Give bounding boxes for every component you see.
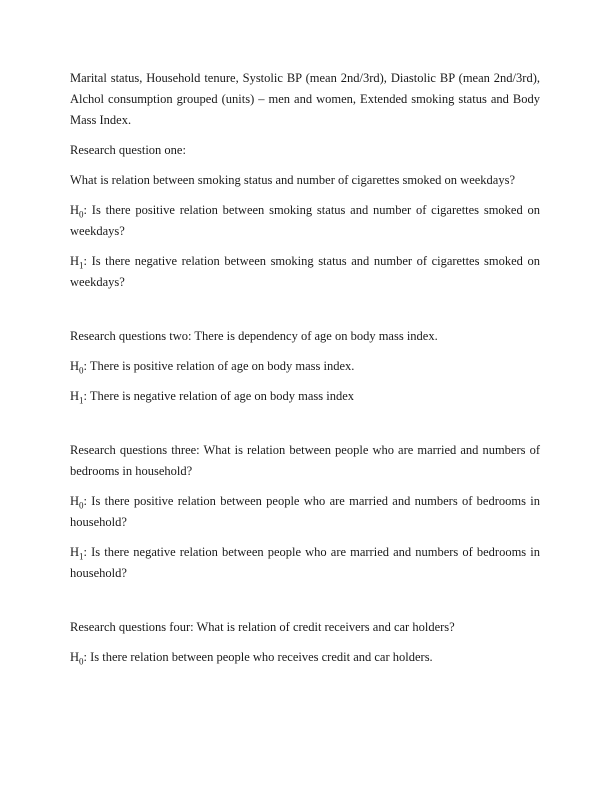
hypothesis-subscript: 0 (79, 365, 84, 376)
hypothesis-subscript: 1 (79, 551, 84, 562)
intro-paragraph (70, 68, 540, 131)
hypothesis-prefix: H (70, 494, 80, 508)
hypothesis-subscript: 0 (79, 500, 84, 511)
hypothesis-prefix: H (70, 650, 80, 664)
paragraph-text: Research questions four: What is relation of credit receivers and car holders? (70, 620, 455, 634)
research-question-three-text (70, 440, 540, 482)
paragraph-text: What is relation between smoking status and number of cigarettes smoked on weekdays? (70, 173, 516, 187)
hypothesis-body: : Is there negative relation between smoking status and number of cigarettes smoked on weekdays? (70, 254, 540, 289)
hypothesis-h0-question-one (70, 200, 540, 242)
hypothesis-subscript: 1 (79, 395, 84, 406)
research-question-one-text (70, 170, 540, 191)
hypothesis-h0-question-four (70, 647, 540, 668)
hypothesis-prefix: H (70, 545, 80, 559)
hypothesis-prefix: H (70, 359, 80, 373)
hypothesis-h0-question-two (70, 356, 540, 377)
hypothesis-body: : There is positive relation of age on body mass index. (83, 359, 355, 373)
hypothesis-body: : Is there positive relation between smoking status and number of cigarettes smoked on weekdays? (70, 203, 540, 238)
hypothesis-body: : There is negative relation of age on body mass index (83, 389, 355, 403)
hypothesis-prefix: H (70, 389, 80, 403)
hypothesis-h1-question-two (70, 386, 540, 407)
hypothesis-h1-question-three (70, 542, 540, 584)
paragraph-text: Research question one: (70, 143, 186, 157)
paragraph-text: Research questions three: What is relation between people who are married and numbers of bedrooms in household? (70, 443, 540, 478)
paragraph-text: Research questions two: There is dependency of age on body mass index. (70, 329, 438, 343)
hypothesis-body: : Is there positive relation between people who are married and numbers of bedrooms in household? (70, 494, 540, 529)
hypothesis-body: : Is there relation between people who receives credit and car holders. (83, 650, 433, 664)
hypothesis-h1-question-one (70, 251, 540, 293)
research-question-four-text (70, 617, 540, 638)
hypothesis-h0-question-three (70, 491, 540, 533)
research-question-two-text (70, 326, 540, 347)
research-question-one-heading (70, 140, 540, 161)
hypothesis-subscript: 0 (79, 209, 84, 220)
hypothesis-prefix: H (70, 203, 80, 217)
hypothesis-subscript: 1 (79, 260, 84, 271)
hypothesis-subscript: 0 (79, 656, 84, 667)
hypothesis-body: : Is there negative relation between people who are married and numbers of bedrooms in household? (70, 545, 540, 580)
paragraph-text: Marital status, Household tenure, Systolic BP (mean 2nd/3rd), Diastolic BP (mean 2nd/3rd), Alchol consumption grouped (units) – men and women, Extended smoking status and Body Mass Index. (70, 71, 540, 127)
hypothesis-prefix: H (70, 254, 80, 268)
